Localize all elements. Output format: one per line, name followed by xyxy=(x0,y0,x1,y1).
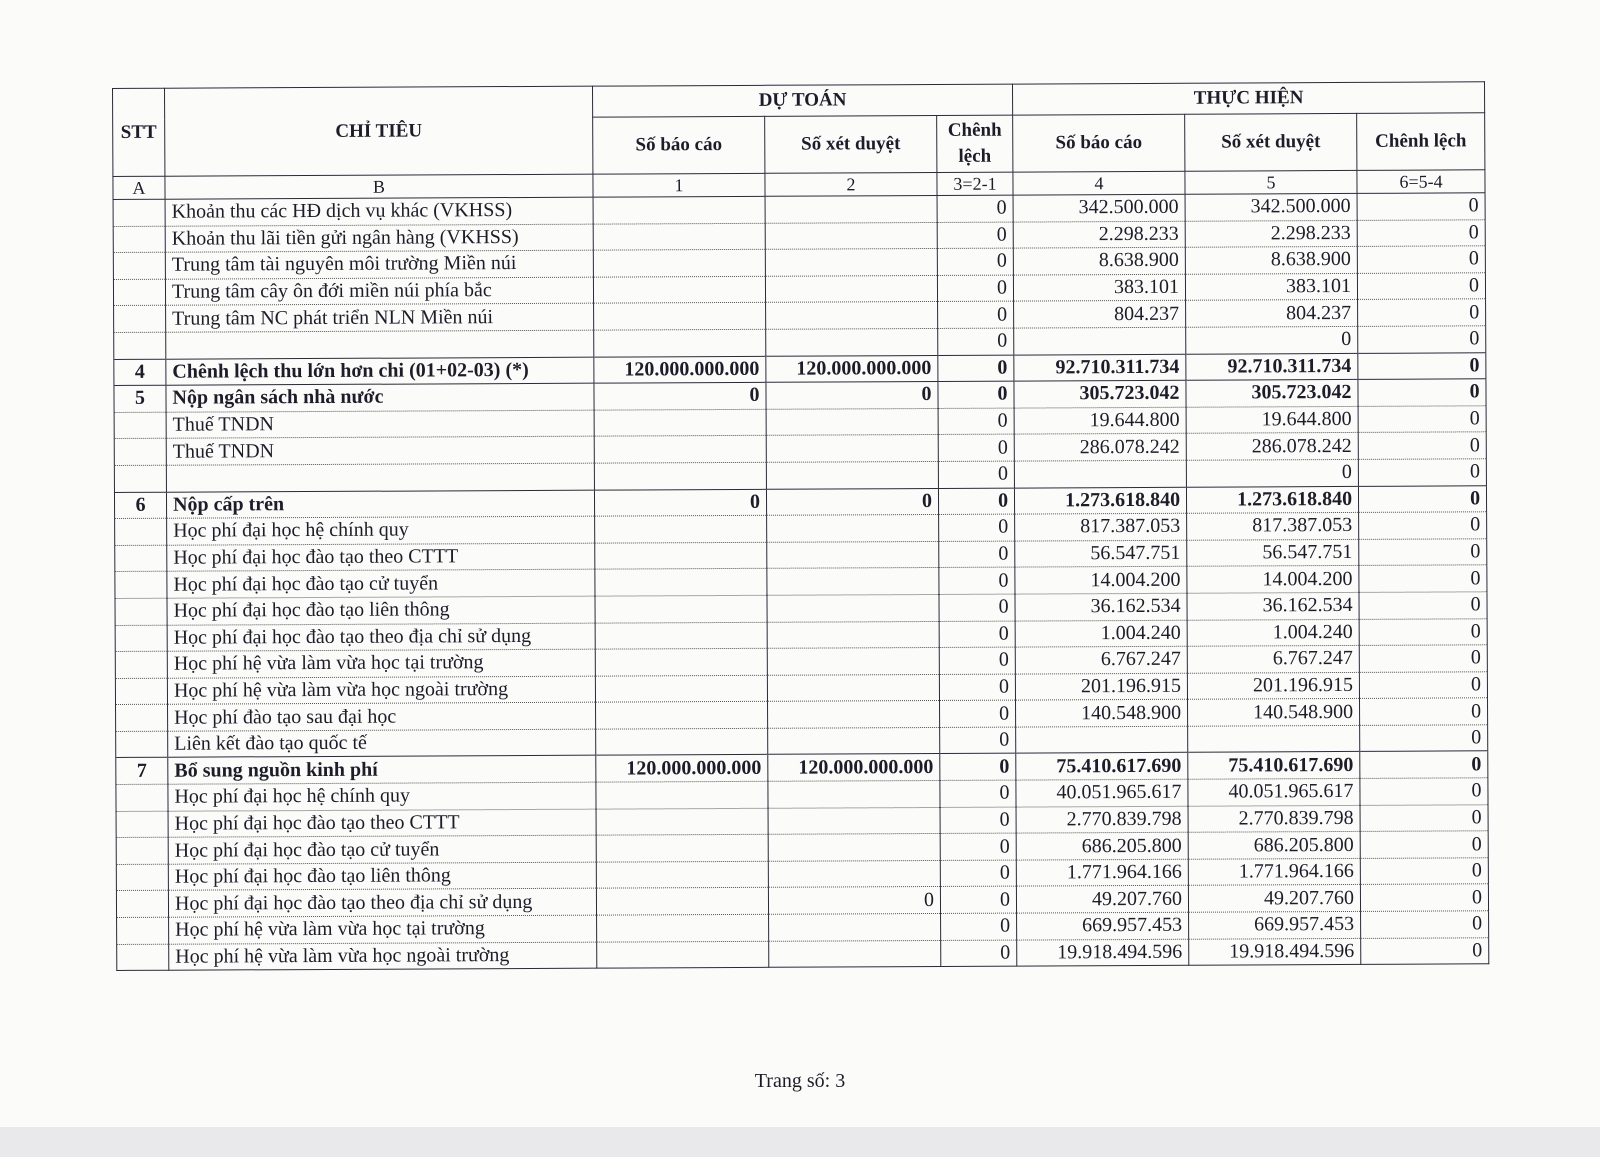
cell-stt xyxy=(115,678,167,705)
cell-th-so-bao-cao: 140.548.900 xyxy=(1016,700,1188,727)
cell-th-chenh-lech: 0 xyxy=(1358,299,1486,326)
cell-dt-so-bao-cao xyxy=(596,808,768,835)
cell-dt-chenh-lech: 0 xyxy=(937,195,1013,222)
cell-chi-tieu: Liên kết đào tạo quốc tế xyxy=(168,729,596,758)
cell-dt-so-xet-duyet xyxy=(768,860,940,887)
cell-stt xyxy=(114,465,166,492)
cell-stt: 5 xyxy=(114,385,166,412)
cell-dt-so-xet-duyet xyxy=(769,940,941,967)
cell-chi-tieu: Học phí đào tạo sau đại học xyxy=(168,702,596,731)
cell-chi-tieu: Chênh lệch thu lớn hơn chi (01+02-03) (*) xyxy=(166,357,594,386)
cell-th-so-xet-duyet: 49.207.760 xyxy=(1188,885,1360,912)
cell-th-chenh-lech: 0 xyxy=(1360,698,1488,725)
cell-chi-tieu: Học phí đại học đào tạo cử tuyển xyxy=(168,835,596,864)
cell-chi-tieu: Trung tâm cây ôn đới miền núi phía bắc xyxy=(165,277,593,306)
report-table xyxy=(112,81,1489,971)
cell-dt-so-bao-cao xyxy=(596,861,768,888)
cell-th-so-xet-duyet: 201.196.915 xyxy=(1187,672,1359,699)
cell-dt-so-xet-duyet xyxy=(768,834,940,861)
cell-th-so-xet-duyet: 286.078.242 xyxy=(1186,433,1358,460)
cell-dt-chenh-lech: 0 xyxy=(940,860,1016,887)
cell-th-so-bao-cao: 804.237 xyxy=(1014,301,1186,328)
cell-stt xyxy=(113,279,165,306)
cell-dt-so-xet-duyet xyxy=(766,328,938,355)
cell-dt-so-bao-cao: 0 xyxy=(594,382,766,409)
cell-dt-chenh-lech: 0 xyxy=(940,807,1016,834)
cell-th-chenh-lech: 0 xyxy=(1360,858,1488,885)
cell-chi-tieu: Học phí đại học hệ chính quy xyxy=(168,782,596,811)
cell-th-chenh-lech: 0 xyxy=(1359,618,1487,645)
cell-dt-so-bao-cao: 0 xyxy=(594,489,766,516)
cell-chi-tieu xyxy=(166,463,594,492)
cell-dt-so-xet-duyet xyxy=(767,594,939,621)
cell-stt xyxy=(116,705,168,732)
cell-th-so-xet-duyet: 342.500.000 xyxy=(1185,193,1357,220)
cell-dt-so-bao-cao xyxy=(596,702,768,729)
cell-dt-so-bao-cao xyxy=(593,276,765,303)
cell-th-so-xet-duyet: 0 xyxy=(1186,326,1358,353)
cell-dt-so-xet-duyet xyxy=(767,621,939,648)
cell-th-so-bao-cao: 14.004.200 xyxy=(1015,567,1187,594)
cell-chi-tieu: Nộp cấp trên xyxy=(166,490,594,519)
cell-th-so-bao-cao: 19.644.800 xyxy=(1014,407,1186,434)
cell-th-so-xet-duyet: 383.101 xyxy=(1185,273,1357,300)
cell-th-chenh-lech: 0 xyxy=(1360,884,1488,911)
cell-dt-chenh-lech: 0 xyxy=(938,488,1014,515)
cell-dt-chenh-lech: 0 xyxy=(940,887,1016,914)
cell-dt-chenh-lech: 0 xyxy=(940,700,1016,727)
cell-stt xyxy=(114,306,166,333)
table-row xyxy=(117,937,1489,970)
cell-dt-chenh-lech: 0 xyxy=(938,301,1014,328)
cell-th-chenh-lech: 0 xyxy=(1359,671,1487,698)
cell-dt-so-bao-cao xyxy=(595,622,767,649)
cell-stt xyxy=(113,226,165,253)
header-stt: STT xyxy=(113,88,165,176)
cell-dt-so-bao-cao xyxy=(595,648,767,675)
cell-dt-so-bao-cao xyxy=(594,409,766,436)
cell-stt: 4 xyxy=(114,359,166,386)
col-index-1: 1 xyxy=(593,173,765,197)
cell-dt-so-xet-duyet xyxy=(768,807,940,834)
cell-chi-tieu: Học phí đại học đào tạo cử tuyển xyxy=(167,569,595,598)
cell-th-chenh-lech: 0 xyxy=(1361,937,1489,964)
cell-dt-so-xet-duyet: 120.000.000.000 xyxy=(766,355,938,382)
header-dt-so-xet-duyet: Số xét duyệt xyxy=(765,115,937,173)
cell-dt-so-xet-duyet: 0 xyxy=(766,382,938,409)
cell-th-chenh-lech: 0 xyxy=(1359,645,1487,672)
cell-dt-so-xet-duyet xyxy=(766,302,938,329)
cell-dt-so-bao-cao xyxy=(594,303,766,330)
cell-dt-so-xet-duyet xyxy=(766,408,938,435)
cell-th-so-bao-cao: 383.101 xyxy=(1013,274,1185,301)
cell-th-so-xet-duyet: 305.723.042 xyxy=(1186,380,1358,407)
cell-th-so-bao-cao: 56.547.751 xyxy=(1015,540,1187,567)
cell-chi-tieu: Học phí đại học đào tạo liên thông xyxy=(168,862,596,891)
cell-stt xyxy=(116,731,168,758)
cell-th-so-bao-cao: 1.004.240 xyxy=(1015,620,1187,647)
cell-dt-so-xet-duyet xyxy=(768,781,940,808)
cell-dt-so-bao-cao xyxy=(597,941,769,968)
cell-chi-tieu: Học phí đại học đào tạo theo CTTT xyxy=(168,809,596,838)
cell-dt-so-bao-cao xyxy=(597,914,769,941)
cell-dt-chenh-lech: 0 xyxy=(940,780,1016,807)
cell-dt-so-xet-duyet xyxy=(768,701,940,728)
col-index-6: 6=5-4 xyxy=(1357,170,1485,194)
cell-stt xyxy=(116,811,168,838)
cell-th-so-xet-duyet: 669.957.453 xyxy=(1189,911,1361,938)
cell-chi-tieu xyxy=(166,330,594,359)
cell-chi-tieu: Thuế TNDN xyxy=(166,410,594,439)
cell-th-so-xet-duyet: 817.387.053 xyxy=(1187,513,1359,540)
cell-th-chenh-lech: 0 xyxy=(1358,432,1486,459)
table-header xyxy=(113,82,1486,200)
cell-dt-so-xet-duyet xyxy=(765,249,937,276)
cell-th-so-xet-duyet: 19.918.494.596 xyxy=(1189,938,1361,965)
cell-th-chenh-lech: 0 xyxy=(1359,512,1487,539)
cell-th-so-bao-cao: 817.387.053 xyxy=(1015,513,1187,540)
cell-chi-tieu: Học phí đại học đào tạo liên thông xyxy=(167,596,595,625)
cell-chi-tieu: Học phí đại học đào tạo theo địa chỉ sử dụng xyxy=(167,623,595,652)
cell-dt-so-xet-duyet: 0 xyxy=(766,488,938,515)
cell-th-so-xet-duyet: 8.638.900 xyxy=(1185,247,1357,274)
cell-stt xyxy=(114,332,166,359)
cell-th-so-bao-cao: 49.207.760 xyxy=(1016,886,1188,913)
cell-th-chenh-lech: 0 xyxy=(1357,273,1485,300)
cell-th-chenh-lech: 0 xyxy=(1358,352,1486,379)
cell-th-chenh-lech: 0 xyxy=(1361,911,1489,938)
cell-th-chenh-lech: 0 xyxy=(1359,565,1487,592)
cell-th-so-bao-cao: 2.770.839.798 xyxy=(1016,806,1188,833)
header-chi-tieu: CHỈ TIÊU xyxy=(165,86,593,176)
cell-chi-tieu: Học phí đại học đào tạo theo địa chỉ sử dụng xyxy=(168,889,596,918)
cell-dt-so-xet-duyet xyxy=(767,541,939,568)
table-body xyxy=(113,193,1489,971)
cell-th-chenh-lech: 0 xyxy=(1359,592,1487,619)
cell-dt-so-xet-duyet xyxy=(765,195,937,222)
cell-dt-so-xet-duyet xyxy=(766,461,938,488)
cell-stt xyxy=(115,545,167,572)
header-th-so-bao-cao: Số báo cáo xyxy=(1013,114,1185,172)
col-index-3: 3=2-1 xyxy=(937,172,1013,195)
cell-th-so-xet-duyet: 1.273.618.840 xyxy=(1186,486,1358,513)
cell-stt xyxy=(116,864,168,891)
cell-dt-chenh-lech: 0 xyxy=(940,727,1016,754)
cell-stt xyxy=(113,252,165,279)
cell-th-so-bao-cao: 1.273.618.840 xyxy=(1014,487,1186,514)
cell-chi-tieu: Khoản thu lãi tiền gửi ngân hàng (VKHSS) xyxy=(165,224,593,253)
cell-th-so-bao-cao: 36.162.534 xyxy=(1015,593,1187,620)
cell-dt-chenh-lech: 0 xyxy=(938,381,1014,408)
cell-chi-tieu: Học phí hệ vừa làm vừa học ngoài trường xyxy=(167,676,595,705)
cell-th-so-xet-duyet: 2.298.233 xyxy=(1185,220,1357,247)
cell-stt xyxy=(115,518,167,545)
cell-th-so-bao-cao: 1.771.964.166 xyxy=(1016,859,1188,886)
cell-dt-so-bao-cao: 120.000.000.000 xyxy=(596,755,768,782)
header-th-chenh-lech: Chênh lệch xyxy=(1357,113,1485,171)
cell-th-so-bao-cao: 342.500.000 xyxy=(1013,194,1185,221)
cell-dt-chenh-lech: 0 xyxy=(938,434,1014,461)
cell-th-so-bao-cao: 305.723.042 xyxy=(1014,380,1186,407)
cell-chi-tieu: Bổ sung nguồn kinh phí xyxy=(168,756,596,785)
cell-stt xyxy=(115,651,167,678)
cell-th-so-bao-cao: 75.410.617.690 xyxy=(1016,753,1188,780)
cell-stt xyxy=(116,784,168,811)
cell-dt-chenh-lech: 0 xyxy=(939,647,1015,674)
cell-th-so-xet-duyet: 36.162.534 xyxy=(1187,592,1359,619)
cell-stt xyxy=(115,598,167,625)
cell-dt-so-bao-cao xyxy=(593,249,765,276)
cell-th-chenh-lech: 0 xyxy=(1358,459,1486,486)
cell-dt-so-bao-cao xyxy=(594,436,766,463)
cell-dt-so-bao-cao xyxy=(596,888,768,915)
cell-stt xyxy=(114,439,166,466)
cell-chi-tieu: Khoản thu các HĐ dịch vụ khác (VKHSS) xyxy=(165,197,593,226)
cell-dt-chenh-lech: 0 xyxy=(941,940,1017,967)
cell-dt-chenh-lech: 0 xyxy=(939,514,1015,541)
cell-dt-so-bao-cao xyxy=(593,196,765,223)
cell-stt: 7 xyxy=(116,758,168,785)
cell-stt xyxy=(116,891,168,918)
cell-th-chenh-lech: 0 xyxy=(1358,406,1486,433)
cell-th-so-xet-duyet: 6.767.247 xyxy=(1187,646,1359,673)
cell-dt-so-bao-cao xyxy=(596,781,768,808)
cell-th-chenh-lech: 0 xyxy=(1357,193,1485,220)
cell-th-so-xet-duyet: 56.547.751 xyxy=(1187,539,1359,566)
cell-dt-chenh-lech: 0 xyxy=(939,567,1015,594)
cell-dt-chenh-lech: 0 xyxy=(938,461,1014,488)
cell-dt-so-xet-duyet xyxy=(767,515,939,542)
cell-dt-chenh-lech: 0 xyxy=(939,541,1015,568)
header-th-so-xet-duyet: Số xét duyệt xyxy=(1185,113,1357,171)
cell-dt-so-bao-cao: 120.000.000.000 xyxy=(594,356,766,383)
cell-th-so-xet-duyet: 14.004.200 xyxy=(1187,566,1359,593)
cell-dt-so-xet-duyet xyxy=(766,435,938,462)
cell-dt-so-xet-duyet xyxy=(769,913,941,940)
cell-dt-so-bao-cao xyxy=(595,569,767,596)
cell-chi-tieu: Học phí đại học hệ chính quy xyxy=(167,516,595,545)
cell-th-chenh-lech: 0 xyxy=(1360,831,1488,858)
cell-dt-chenh-lech: 0 xyxy=(938,328,1014,355)
cell-th-so-bao-cao: 8.638.900 xyxy=(1013,247,1185,274)
header-dt-so-bao-cao: Số báo cáo xyxy=(593,116,765,174)
cell-th-so-bao-cao: 92.710.311.734 xyxy=(1014,354,1186,381)
cell-stt xyxy=(113,199,165,226)
cell-th-so-bao-cao: 286.078.242 xyxy=(1014,434,1186,461)
cell-dt-so-bao-cao xyxy=(595,542,767,569)
cell-th-chenh-lech: 0 xyxy=(1360,778,1488,805)
cell-dt-so-bao-cao xyxy=(595,675,767,702)
cell-chi-tieu: Nộp ngân sách nhà nước xyxy=(166,383,594,412)
cell-stt xyxy=(115,572,167,599)
cell-th-so-xet-duyet: 1.771.964.166 xyxy=(1188,858,1360,885)
col-index-a: A xyxy=(113,176,165,199)
cell-th-so-bao-cao: 201.196.915 xyxy=(1015,673,1187,700)
cell-th-so-xet-duyet: 0 xyxy=(1186,459,1358,486)
col-index-2: 2 xyxy=(765,172,937,196)
cell-stt xyxy=(117,917,169,944)
cell-dt-chenh-lech: 0 xyxy=(940,833,1016,860)
cell-dt-so-bao-cao xyxy=(596,835,768,862)
cell-th-so-xet-duyet: 19.644.800 xyxy=(1186,406,1358,433)
cell-chi-tieu: Học phí đại học đào tạo theo CTTT xyxy=(167,543,595,572)
cell-th-so-bao-cao: 669.957.453 xyxy=(1017,912,1189,939)
cell-th-chenh-lech: 0 xyxy=(1359,539,1487,566)
cell-chi-tieu: Trung tâm NC phát triển NLN Miền núi xyxy=(166,304,594,333)
cell-th-so-bao-cao: 686.205.800 xyxy=(1016,832,1188,859)
header-dt-chenh-lech: Chênh lệch xyxy=(937,115,1013,172)
cell-dt-so-bao-cao xyxy=(594,462,766,489)
cell-th-chenh-lech: 0 xyxy=(1360,751,1488,778)
cell-th-chenh-lech: 0 xyxy=(1360,725,1488,752)
cell-dt-so-xet-duyet: 0 xyxy=(768,887,940,914)
cell-th-chenh-lech: 0 xyxy=(1358,326,1486,353)
cell-th-chenh-lech: 0 xyxy=(1360,804,1488,831)
cell-dt-chenh-lech: 0 xyxy=(940,754,1016,781)
cell-dt-so-xet-duyet xyxy=(768,727,940,754)
cell-chi-tieu: Trung tâm tài nguyên môi trường Miền núi xyxy=(165,250,593,279)
scan-edge xyxy=(0,1127,1600,1157)
cell-dt-chenh-lech: 0 xyxy=(938,408,1014,435)
cell-th-chenh-lech: 0 xyxy=(1357,219,1485,246)
cell-th-so-bao-cao xyxy=(1016,726,1188,753)
cell-chi-tieu: Học phí hệ vừa làm vừa học tại trường xyxy=(169,915,597,944)
cell-dt-so-bao-cao xyxy=(593,223,765,250)
cell-dt-chenh-lech: 0 xyxy=(937,222,1013,249)
cell-th-so-xet-duyet: 1.004.240 xyxy=(1187,619,1359,646)
cell-th-so-bao-cao xyxy=(1014,460,1186,487)
cell-th-so-bao-cao: 40.051.965.617 xyxy=(1016,779,1188,806)
cell-dt-chenh-lech: 0 xyxy=(939,674,1015,701)
header-du-toan: DỰ TOÁN xyxy=(592,84,1012,117)
cell-th-so-xet-duyet: 40.051.965.617 xyxy=(1188,778,1360,805)
cell-dt-chenh-lech: 0 xyxy=(938,355,1014,382)
page-number: Trang số: 3 xyxy=(754,1070,846,1092)
cell-dt-so-xet-duyet xyxy=(765,275,937,302)
cell-dt-so-xet-duyet xyxy=(765,222,937,249)
cell-th-so-bao-cao xyxy=(1014,327,1186,354)
cell-th-so-bao-cao: 6.767.247 xyxy=(1015,646,1187,673)
cell-chi-tieu: Học phí hệ vừa làm vừa học tại trường xyxy=(167,649,595,678)
cell-dt-chenh-lech: 0 xyxy=(939,594,1015,621)
cell-stt xyxy=(117,944,169,971)
cell-dt-so-xet-duyet xyxy=(767,568,939,595)
cell-th-chenh-lech: 0 xyxy=(1358,379,1486,406)
cell-th-chenh-lech: 0 xyxy=(1358,485,1486,512)
col-index-b: B xyxy=(165,174,593,199)
cell-th-so-xet-duyet: 804.237 xyxy=(1186,300,1358,327)
cell-dt-so-xet-duyet: 120.000.000.000 xyxy=(768,754,940,781)
cell-chi-tieu: Học phí hệ vừa làm vừa học ngoài trường xyxy=(169,942,597,971)
cell-stt xyxy=(116,837,168,864)
cell-th-chenh-lech: 0 xyxy=(1357,246,1485,273)
cell-th-so-bao-cao: 19.918.494.596 xyxy=(1017,939,1189,966)
cell-dt-so-bao-cao xyxy=(596,728,768,755)
cell-dt-so-bao-cao xyxy=(595,515,767,542)
cell-th-so-xet-duyet: 140.548.900 xyxy=(1188,699,1360,726)
cell-stt xyxy=(115,625,167,652)
col-index-4: 4 xyxy=(1013,171,1185,195)
cell-th-so-xet-duyet: 2.770.839.798 xyxy=(1188,805,1360,832)
cell-dt-so-xet-duyet xyxy=(767,674,939,701)
header-thuc-hien: THỰC HIỆN xyxy=(1013,82,1485,115)
cell-dt-chenh-lech: 0 xyxy=(937,248,1013,275)
cell-stt xyxy=(114,412,166,439)
cell-dt-chenh-lech: 0 xyxy=(937,275,1013,302)
cell-dt-so-xet-duyet xyxy=(767,648,939,675)
cell-th-so-xet-duyet: 92.710.311.734 xyxy=(1186,353,1358,380)
cell-th-so-bao-cao: 2.298.233 xyxy=(1013,221,1185,248)
cell-th-so-xet-duyet: 75.410.617.690 xyxy=(1188,752,1360,779)
cell-th-so-xet-duyet xyxy=(1188,725,1360,752)
cell-dt-chenh-lech: 0 xyxy=(941,913,1017,940)
cell-dt-so-bao-cao xyxy=(595,595,767,622)
cell-stt: 6 xyxy=(114,492,166,519)
cell-dt-so-bao-cao xyxy=(594,329,766,356)
col-index-5: 5 xyxy=(1185,170,1357,194)
cell-th-so-xet-duyet: 686.205.800 xyxy=(1188,832,1360,859)
cell-chi-tieu: Thuế TNDN xyxy=(166,436,594,465)
cell-dt-chenh-lech: 0 xyxy=(939,621,1015,648)
